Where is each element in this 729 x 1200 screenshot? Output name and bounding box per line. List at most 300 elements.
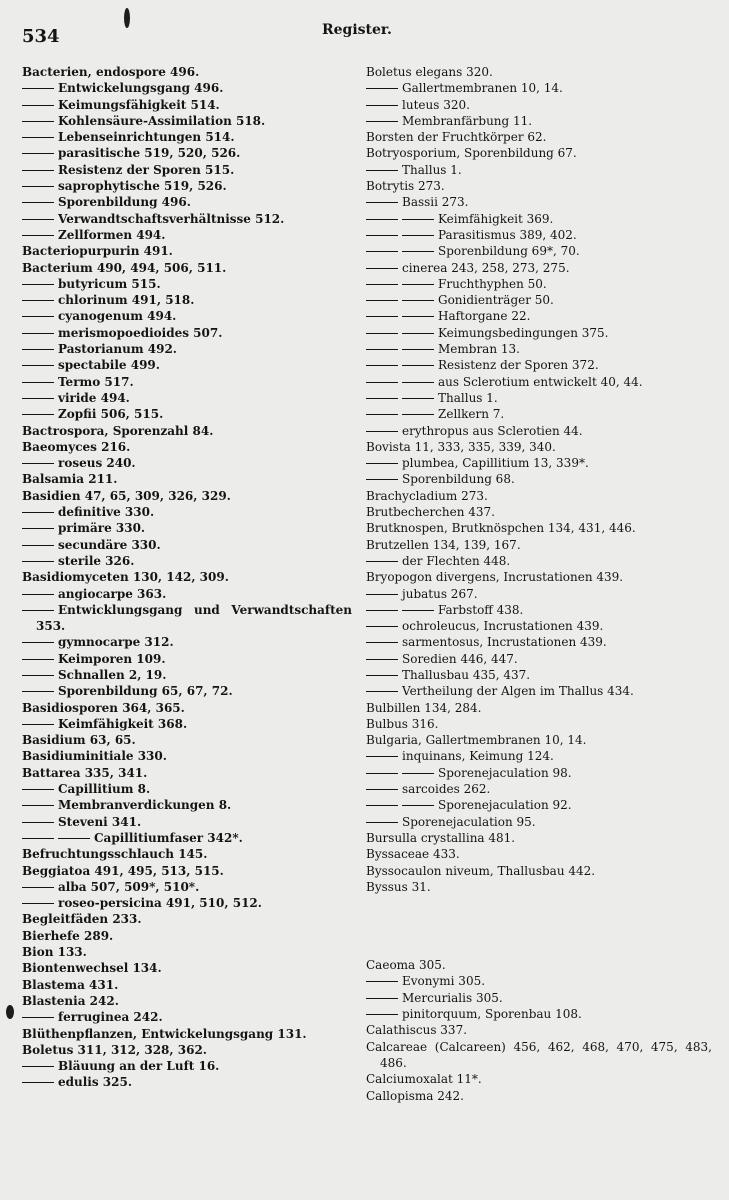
index-entry bbox=[366, 973, 712, 989]
ditto-dash bbox=[366, 105, 398, 106]
index-entry-text: Fruchthyphen 50. bbox=[438, 276, 547, 291]
index-entry bbox=[366, 243, 712, 259]
index-entry-text: Basidien 47, 65, 309, 326, 329. bbox=[22, 488, 231, 503]
ditto-dash bbox=[22, 594, 54, 595]
index-entry-text: Gallertmembranen 10, 14. bbox=[402, 81, 563, 96]
ditto-dash bbox=[366, 1014, 398, 1015]
ditto-dash bbox=[366, 414, 398, 415]
ink-blot bbox=[6, 1005, 14, 1019]
index-entry-text: Thallus 1. bbox=[402, 162, 462, 177]
index-entry-text: Boletus 311, 312, 328, 362. bbox=[22, 1042, 207, 1057]
index-entry-text: Calcareae (Calcareen) 456, 462, 468, 470, 475, 483, 486. bbox=[366, 1039, 712, 1070]
ditto-dash bbox=[22, 903, 54, 904]
index-entry-text: roseus 240. bbox=[58, 456, 136, 471]
index-entry bbox=[22, 194, 352, 210]
index-entry-text: Byssus 31. bbox=[366, 879, 431, 894]
index-entry bbox=[22, 227, 352, 243]
ditto-dash bbox=[366, 789, 398, 790]
ditto-dash bbox=[366, 626, 398, 627]
ditto-dash bbox=[366, 642, 398, 643]
index-entry bbox=[22, 602, 352, 635]
index-entry bbox=[22, 1026, 352, 1042]
index-entry bbox=[366, 569, 712, 585]
index-entry-text: Bovista 11, 333, 335, 339, 340. bbox=[366, 439, 556, 454]
ditto-dash bbox=[22, 186, 54, 187]
index-entry bbox=[366, 227, 712, 243]
ditto-dash bbox=[22, 170, 54, 171]
index-entry-text: sarcoides 262. bbox=[402, 782, 491, 797]
index-section-b bbox=[366, 64, 712, 895]
index-entry bbox=[22, 145, 352, 161]
section-gap bbox=[366, 895, 712, 957]
index-entry bbox=[22, 178, 352, 194]
ditto-dash bbox=[22, 88, 54, 89]
ditto-dash bbox=[22, 822, 54, 823]
index-entry bbox=[22, 162, 352, 178]
index-entry-text: Resistenz der Sporen 372. bbox=[438, 358, 599, 373]
index-entry bbox=[366, 162, 712, 178]
ditto-dash bbox=[22, 1066, 54, 1067]
index-entry-text: jubatus 267. bbox=[402, 586, 478, 601]
index-entry bbox=[366, 765, 712, 781]
ditto-dash bbox=[22, 316, 54, 317]
ditto-dash bbox=[22, 219, 54, 220]
index-entry bbox=[22, 1074, 352, 1090]
ditto-dash bbox=[366, 333, 398, 334]
index-entry bbox=[366, 194, 712, 210]
index-entry bbox=[366, 406, 712, 422]
ditto-dash bbox=[402, 333, 434, 334]
index-entry bbox=[366, 618, 712, 634]
index-entry-text: Vertheilung der Algen im Thallus 434. bbox=[402, 684, 634, 699]
index-entry-text: Zellformen 494. bbox=[58, 227, 166, 242]
index-entry bbox=[366, 667, 712, 683]
index-entry bbox=[366, 504, 712, 520]
index-entry-text: Callopisma 242. bbox=[366, 1088, 464, 1103]
ditto-dash bbox=[22, 365, 54, 366]
index-entry-text: Begleitfäden 233. bbox=[22, 912, 142, 927]
index-entry-text: Blüthenpflanzen, Entwickelungsgang 131. bbox=[22, 1026, 307, 1041]
ditto-dash bbox=[366, 121, 398, 122]
index-entry bbox=[366, 748, 712, 764]
index-entry bbox=[366, 64, 712, 80]
index-entry bbox=[366, 357, 712, 373]
index-entry-text: Farbstoff 438. bbox=[438, 602, 524, 617]
index-entry bbox=[366, 178, 712, 194]
ditto-dash bbox=[22, 463, 54, 464]
index-entry bbox=[22, 863, 352, 879]
index-entry-text: Schnallen 2, 19. bbox=[58, 667, 167, 682]
index-entry-text: Biontenwechsel 134. bbox=[22, 961, 162, 976]
index-entry-text: Beggiatoa 491, 495, 513, 515. bbox=[22, 863, 224, 878]
index-entry-text: Entwicklungsgang und Verwandtschaften 353. bbox=[36, 602, 352, 634]
ditto-dash bbox=[366, 398, 398, 399]
index-entry-text: roseo-persicina 491, 510, 512. bbox=[58, 896, 262, 911]
index-entry bbox=[366, 374, 712, 390]
index-entry bbox=[22, 1009, 352, 1025]
index-entry bbox=[22, 977, 352, 993]
index-entry-text: Brachycladium 273. bbox=[366, 488, 488, 503]
index-entry bbox=[22, 797, 352, 813]
index-entry bbox=[22, 455, 352, 471]
ditto-dash bbox=[22, 382, 54, 383]
index-entry bbox=[22, 911, 352, 927]
index-entry-text: Balsamia 211. bbox=[22, 472, 118, 487]
ditto-dash bbox=[22, 105, 54, 106]
index-entry bbox=[22, 634, 352, 650]
index-entry-text: der Flechten 448. bbox=[402, 553, 511, 568]
index-entry bbox=[22, 830, 352, 846]
index-entry-text: Botrytis 273. bbox=[366, 179, 445, 194]
index-entry-text: Bactrospora, Sporenzahl 84. bbox=[22, 423, 214, 438]
ditto-dash bbox=[22, 349, 54, 350]
index-entry bbox=[366, 586, 712, 602]
index-entry-text: cinerea 243, 258, 273, 275. bbox=[402, 260, 570, 275]
index-entry-text: Caeoma 305. bbox=[366, 958, 446, 973]
index-entry-text: cyanogenum 494. bbox=[58, 309, 177, 324]
index-entry-text: Parasitismus 389, 402. bbox=[438, 227, 577, 242]
index-entry bbox=[22, 276, 352, 292]
index-entry bbox=[366, 325, 712, 341]
index-entry-text: Sporenejaculation 98. bbox=[438, 765, 572, 780]
index-entry bbox=[22, 814, 352, 830]
index-entry bbox=[366, 276, 712, 292]
index-entry bbox=[366, 292, 712, 308]
index-entry-text: Befruchtungsschlauch 145. bbox=[22, 847, 208, 862]
index-entry bbox=[366, 1071, 712, 1087]
index-entry-text: Lebenseinrichtungen 514. bbox=[58, 130, 235, 145]
index-entry bbox=[22, 260, 352, 276]
index-entry-text: Byssaceae 433. bbox=[366, 847, 460, 862]
ditto-dash bbox=[22, 153, 54, 154]
ditto-dash bbox=[22, 691, 54, 692]
index-entry-text: Gonidienträger 50. bbox=[438, 293, 554, 308]
ditto-dash bbox=[402, 235, 434, 236]
index-entry-text: secundäre 330. bbox=[58, 537, 161, 552]
index-entry bbox=[366, 341, 712, 357]
index-entry bbox=[22, 390, 352, 406]
index-entry-text: Keimfähigkeit 369. bbox=[438, 211, 554, 226]
ditto-dash bbox=[366, 822, 398, 823]
index-entry bbox=[366, 80, 712, 96]
ditto-dash bbox=[22, 333, 54, 334]
index-entry-text: Keimungsfähigkeit 514. bbox=[58, 97, 220, 112]
index-entry-text: Thallusbau 435, 437. bbox=[402, 667, 531, 682]
ditto-dash bbox=[366, 284, 398, 285]
index-entry-text: Termo 517. bbox=[58, 374, 134, 389]
index-entry-text: Membran 13. bbox=[438, 342, 520, 357]
index-entry-text: primäre 330. bbox=[58, 521, 146, 536]
ditto-dash bbox=[366, 268, 398, 269]
index-entry-text: Basidiuminitiale 330. bbox=[22, 749, 167, 764]
index-entry-text: Sporenbildung 496. bbox=[58, 195, 191, 210]
index-entry bbox=[366, 520, 712, 536]
index-entry bbox=[22, 944, 352, 960]
index-entry-text: Evonymi 305. bbox=[402, 974, 486, 989]
index-entry bbox=[22, 129, 352, 145]
index-entry-text: Blastenia 242. bbox=[22, 993, 119, 1008]
index-entry bbox=[22, 651, 352, 667]
ditto-dash bbox=[402, 610, 434, 611]
running-head: Register. bbox=[322, 22, 392, 38]
ditto-dash bbox=[366, 479, 398, 480]
index-entry-text: Bacteriopurpurin 491. bbox=[22, 244, 173, 259]
ditto-dash bbox=[366, 431, 398, 432]
page-number: 534 bbox=[22, 26, 60, 47]
index-entry bbox=[366, 129, 712, 145]
ditto-dash bbox=[366, 594, 398, 595]
ditto-dash bbox=[22, 610, 54, 611]
ditto-dash bbox=[22, 789, 54, 790]
index-entry-text: Zellkern 7. bbox=[438, 407, 505, 422]
ditto-dash bbox=[402, 284, 434, 285]
index-entry bbox=[366, 683, 712, 699]
index-entry-text: erythropus aus Sclerotien 44. bbox=[402, 423, 583, 438]
index-entry bbox=[366, 602, 712, 618]
index-entry bbox=[22, 716, 352, 732]
index-entry-text: parasitische 519, 520, 526. bbox=[58, 146, 241, 161]
index-entry bbox=[366, 113, 712, 129]
index-entry-text: Botryosporium, Sporenbildung 67. bbox=[366, 146, 577, 161]
index-entry bbox=[22, 781, 352, 797]
index-entry bbox=[22, 732, 352, 748]
index-entry bbox=[366, 390, 712, 406]
index-entry-text: Sporenbildung 65, 67, 72. bbox=[58, 684, 233, 699]
index-entry bbox=[22, 80, 352, 96]
ditto-dash bbox=[22, 235, 54, 236]
index-entry bbox=[22, 748, 352, 764]
ditto-dash bbox=[22, 512, 54, 513]
index-entry-text: ferruginea 242. bbox=[58, 1010, 163, 1025]
index-entry bbox=[366, 260, 712, 276]
index-entry-text: Membranfärbung 11. bbox=[402, 113, 533, 128]
index-entry-text: Basidiosporen 364, 365. bbox=[22, 700, 185, 715]
index-entry-text: Capillitiumfaser 342*. bbox=[94, 830, 243, 845]
index-entry-text: Brutzellen 134, 139, 167. bbox=[366, 537, 521, 552]
ditto-dash bbox=[366, 316, 398, 317]
index-entry-text: viride 494. bbox=[58, 390, 130, 405]
index-entry bbox=[22, 1058, 352, 1074]
index-entry-text: Keimfähigkeit 368. bbox=[58, 716, 188, 731]
ditto-dash bbox=[22, 1082, 54, 1083]
index-entry-text: Sporenejaculation 92. bbox=[438, 798, 572, 813]
index-entry-text: Borsten der Fruchtkörper 62. bbox=[366, 130, 547, 145]
index-entry-text: Bion 133. bbox=[22, 945, 87, 960]
index-entry bbox=[366, 634, 712, 650]
index-entry bbox=[366, 211, 712, 227]
ditto-dash bbox=[402, 365, 434, 366]
ditto-dash bbox=[402, 300, 434, 301]
index-entry bbox=[366, 814, 712, 830]
ditto-dash bbox=[366, 349, 398, 350]
ditto-dash bbox=[22, 284, 54, 285]
index-entry bbox=[22, 325, 352, 341]
index-entry bbox=[366, 439, 712, 455]
ditto-dash bbox=[22, 561, 54, 562]
index-entry-text: Blastema 431. bbox=[22, 977, 119, 992]
index-entry-text: definitive 330. bbox=[58, 505, 155, 520]
index-entry-text: Sporenejaculation 95. bbox=[402, 814, 536, 829]
index-entry bbox=[366, 145, 712, 161]
index-entry bbox=[22, 488, 352, 504]
ditto-dash bbox=[22, 202, 54, 203]
index-entry bbox=[366, 797, 712, 813]
index-entry-text: Calciumoxalat 11*. bbox=[366, 1072, 482, 1087]
index-entry-text: Baeomyces 216. bbox=[22, 439, 131, 454]
index-entry bbox=[22, 586, 352, 602]
index-entry-text: Bulbus 316. bbox=[366, 716, 439, 731]
ditto-dash bbox=[402, 316, 434, 317]
ditto-dash bbox=[22, 642, 54, 643]
index-entry bbox=[366, 879, 712, 895]
index-entry bbox=[366, 488, 712, 504]
index-entry bbox=[366, 1006, 712, 1022]
index-entry-text: Bassii 273. bbox=[402, 195, 469, 210]
index-entry-text: Mercurialis 305. bbox=[402, 990, 503, 1005]
index-entry bbox=[22, 439, 352, 455]
ditto-dash bbox=[22, 887, 54, 888]
index-entry bbox=[366, 863, 712, 879]
index-entry-text: spectabile 499. bbox=[58, 358, 160, 373]
index-entry bbox=[22, 1042, 352, 1058]
index-entry-text: Keimungsbedingungen 375. bbox=[438, 325, 609, 340]
ditto-dash bbox=[366, 463, 398, 464]
index-entry bbox=[22, 879, 352, 895]
ditto-dash bbox=[22, 659, 54, 660]
index-entry-text: Zopfii 506, 515. bbox=[58, 407, 164, 422]
index-entry-text: Thallus 1. bbox=[438, 390, 498, 405]
index-entry bbox=[22, 341, 352, 357]
index-entry bbox=[366, 97, 712, 113]
ditto-dash bbox=[366, 675, 398, 676]
index-entry-text: Soredien 446, 447. bbox=[402, 651, 518, 666]
index-entry bbox=[22, 765, 352, 781]
index-entry bbox=[366, 553, 712, 569]
ditto-dash bbox=[366, 805, 398, 806]
index-entry-text: Boletus elegans 320. bbox=[366, 65, 493, 79]
ditto-dash bbox=[366, 382, 398, 383]
ditto-dash bbox=[366, 170, 398, 171]
ditto-dash bbox=[402, 414, 434, 415]
ditto-dash bbox=[22, 137, 54, 138]
index-entry bbox=[366, 651, 712, 667]
index-entry-text: Sporenbildung 69*, 70. bbox=[438, 244, 580, 259]
index-entry bbox=[22, 553, 352, 569]
index-entry-text: Capillitium 8. bbox=[58, 782, 151, 797]
index-entry bbox=[366, 1088, 712, 1104]
index-entry bbox=[366, 990, 712, 1006]
index-entry bbox=[366, 537, 712, 553]
index-entry bbox=[366, 781, 712, 797]
index-entry-text: alba 507, 509*, 510*. bbox=[58, 879, 200, 894]
index-entry-text: edulis 325. bbox=[58, 1075, 133, 1090]
index-entry-text: Bulgaria, Gallertmembranen 10, 14. bbox=[366, 733, 587, 748]
ditto-dash bbox=[22, 528, 54, 529]
index-entry-text: aus Sclerotium entwickelt 40, 44. bbox=[438, 374, 643, 389]
index-entry bbox=[22, 683, 352, 699]
ditto-dash bbox=[22, 414, 54, 415]
index-entry-text: Brutknospen, Brutknöspchen 134, 431, 446. bbox=[366, 521, 636, 536]
index-entry bbox=[22, 357, 352, 373]
ditto-dash bbox=[366, 219, 398, 220]
index-entry-text: plumbea, Capillitium 13, 339*. bbox=[402, 456, 589, 471]
ditto-dash bbox=[22, 121, 54, 122]
ditto-dash bbox=[366, 365, 398, 366]
ditto-dash bbox=[366, 691, 398, 692]
index-entry-text: Kohlensäure-Assimilation 518. bbox=[58, 113, 266, 128]
index-entry-text: Bläuung an der Luft 16. bbox=[58, 1059, 220, 1074]
index-entry-text: Battarea 335, 341. bbox=[22, 765, 148, 780]
index-entry bbox=[22, 113, 352, 129]
index-entry-text: Haftorgane 22. bbox=[438, 309, 531, 324]
index-entry bbox=[22, 993, 352, 1009]
index-entry-text: sarmentosus, Incrustationen 439. bbox=[402, 635, 607, 650]
index-entry-text: Calathiscus 337. bbox=[366, 1023, 468, 1038]
ditto-dash bbox=[22, 1017, 54, 1018]
ditto-dash bbox=[22, 545, 54, 546]
index-entry-text: Keimporen 109. bbox=[58, 651, 166, 666]
index-entry bbox=[22, 520, 352, 536]
index-entry-text: Steveni 341. bbox=[58, 814, 142, 829]
ditto-dash bbox=[22, 838, 54, 839]
index-entry bbox=[366, 957, 712, 973]
ditto-dash bbox=[58, 838, 90, 839]
ditto-dash bbox=[402, 398, 434, 399]
index-entry bbox=[22, 64, 352, 80]
ditto-dash bbox=[402, 382, 434, 383]
ditto-dash bbox=[22, 398, 54, 399]
index-entry bbox=[366, 308, 712, 324]
ditto-dash bbox=[402, 251, 434, 252]
index-entry-text: Entwickelungsgang 496. bbox=[58, 81, 224, 96]
index-column-right bbox=[366, 64, 712, 1104]
index-entry bbox=[366, 1022, 712, 1038]
index-entry bbox=[22, 471, 352, 487]
ditto-dash bbox=[366, 202, 398, 203]
ditto-dash bbox=[366, 561, 398, 562]
ditto-dash bbox=[402, 219, 434, 220]
index-section-c bbox=[366, 957, 712, 1104]
index-entry bbox=[366, 455, 712, 471]
index-entry bbox=[22, 292, 352, 308]
index-entry-text: butyricum 515. bbox=[58, 276, 161, 291]
index-entry bbox=[366, 700, 712, 716]
index-entry-text: Bacterien, endospore 496. bbox=[22, 65, 200, 79]
index-entry-text: sterile 326. bbox=[58, 553, 135, 568]
ditto-dash bbox=[22, 805, 54, 806]
ditto-dash bbox=[366, 773, 398, 774]
index-entry-text: Brutbecherchen 437. bbox=[366, 505, 495, 520]
index-entry bbox=[366, 423, 712, 439]
ditto-dash bbox=[366, 235, 398, 236]
index-entry bbox=[22, 537, 352, 553]
index-entry bbox=[366, 732, 712, 748]
index-entry bbox=[22, 423, 352, 439]
index-entry-text: angiocarpe 363. bbox=[58, 586, 167, 601]
index-entry-text: Pastorianum 492. bbox=[58, 342, 177, 357]
ditto-dash bbox=[366, 659, 398, 660]
index-entry-text: luteus 320. bbox=[402, 97, 470, 112]
ditto-dash bbox=[366, 981, 398, 982]
index-entry bbox=[22, 569, 352, 585]
index-entry-text: Bierhefe 289. bbox=[22, 928, 114, 943]
index-entry bbox=[22, 700, 352, 716]
index-entry bbox=[22, 97, 352, 113]
index-entry bbox=[366, 716, 712, 732]
ditto-dash bbox=[366, 756, 398, 757]
index-entry-text: saprophytische 519, 526. bbox=[58, 179, 227, 194]
ink-blot bbox=[124, 8, 130, 28]
